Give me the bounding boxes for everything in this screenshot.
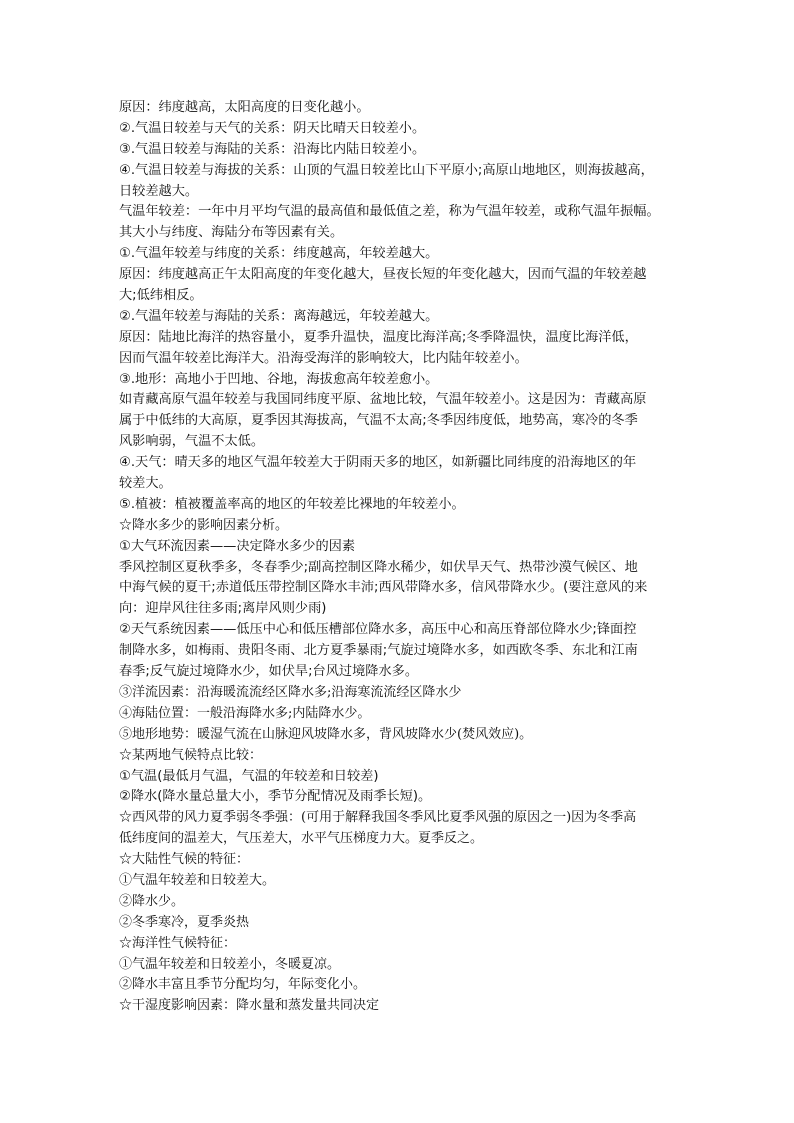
- text-line: ④海陆位置：一般沿海降水多;内陆降水少。: [119, 705, 371, 721]
- section-heading: ☆降水多少的影响因素分析。: [119, 517, 289, 533]
- text-line: 向：迎岸风往往多雨;离岸风则少雨): [119, 601, 327, 617]
- text-line: 低纬度间的温差大，气压差大，水平气压梯度力大。夏季反之。: [119, 831, 484, 847]
- text-line: 春季;反气旋过境降水少，如伏旱;台风过境降水多。: [119, 664, 419, 680]
- text-line: ①气温(最低月气温，气温的年较差和日较差): [119, 768, 379, 784]
- text-line: 季风控制区夏秋季多，冬春季少;副高控制区降水稀少，如伏旱天气、热带沙漠气候区、地: [119, 559, 638, 575]
- text-line: ②降水(降水量总量大小，季节分配情况及雨季长短)。: [119, 789, 432, 805]
- text-line: ⑤地形地势：暖湿气流在山脉迎风坡降水多，背风坡降水少(焚风效应)。: [119, 726, 533, 742]
- text-line: ①气温年较差和日较差小，冬暖夏凉。: [119, 956, 341, 972]
- text-line: 原因：纬度越高正午太阳高度的年变化越大，昼夜长短的年变化越大，因而气温的年较差越: [119, 267, 647, 283]
- text-line: ②.气温日较差与天气的关系：阴天比晴天日较差小。: [119, 120, 426, 136]
- section-heading: ☆西风带的风力夏季弱冬季强：(可用于解释我国冬季风比夏季风强的原因之一)因为冬季高: [119, 810, 637, 826]
- text-line: ②降水少。: [119, 893, 185, 909]
- text-line: 属于中低纬的大高原，夏季因其海拔高，气温不太高;冬季因纬度低，地势高，寒冷的冬季: [119, 413, 638, 429]
- text-line: ④.天气：晴天多的地区气温年较差大于阴雨天多的地区，如新疆比同纬度的沿海地区的年: [119, 455, 637, 471]
- section-heading: ☆大陆性气候的特征：: [119, 852, 250, 868]
- text-line: 中海气候的夏干;赤道低压带控制区降水丰沛;西风带降水多，信风带降水少。(要注意风的来: [119, 580, 648, 596]
- document-body: [119, 98, 679, 1017]
- text-line: 较差大。: [119, 476, 172, 492]
- section-heading: ☆某两地气候特点比较：: [119, 747, 263, 763]
- text-line: ③.气温日较差与海陆的关系：沿海比内陆日较差小。: [119, 141, 426, 157]
- section-heading: ☆干湿度影响因素：降水量和蒸发量共同决定: [119, 998, 380, 1014]
- text-line: 原因：陆地比海洋的热容量小，夏季升温快，温度比海洋高;冬季降温快，温度比海洋低，: [119, 329, 638, 345]
- text-line: ②冬季寒冷，夏季炎热: [119, 914, 250, 930]
- text-line: ③.地形：高地小于凹地、谷地，海拔愈高年较差愈小。: [119, 371, 439, 387]
- text-line: 原因：纬度越高，太阳高度的日变化越小。: [119, 100, 370, 115]
- text-line: ①.气温年较差与纬度的关系：纬度越高，年较差越大。: [119, 246, 439, 262]
- text-line: ④.气温日较差与海拔的关系：山顶的气温日较差比山下平原小;高原山地地区，则海拔越高，: [119, 162, 654, 178]
- text-line: ①大气环流因素——决定降水多少的因素: [119, 538, 356, 554]
- text-line: ⑤.植被：植被覆盖率高的地区的年较差比裸地的年较差小。: [119, 496, 465, 512]
- text-line: 其大小与纬度、海陆分布等因素有关。: [119, 225, 344, 241]
- text-line: 大;低纬相反。: [119, 288, 203, 304]
- text-line: ③洋流因素：沿海暖流流经区降水多;沿海寒流流经区降水少: [119, 684, 462, 700]
- text-line: ①气温年较差和日较差大。: [119, 872, 276, 888]
- text-line: ②.气温年较差与海陆的关系：离海越远，年较差越大。: [119, 308, 439, 324]
- text-line: 风影响弱，气温不太低。: [119, 434, 265, 450]
- text-line: 制降水多，如梅雨、贵阳冬雨、北方夏季暴雨;气旋过境降水多，如西欧冬季、东北和江南: [119, 643, 638, 659]
- text-line: ②降水丰富且季节分配均匀，年际变化小。: [119, 977, 367, 993]
- text-line: ②天气系统因素——低压中心和低压槽部位降水多，高压中心和高压脊部位降水少;锋面控: [119, 622, 637, 638]
- text-line: 如青藏高原气温年较差与我国同纬度平原、盆地比较，气温年较差小。这是因为：青藏高原: [119, 392, 647, 408]
- text-line: 气温年较差：一年中月平均气温的最高值和最低值之差，称为气温年较差，或称气温年振幅。: [119, 204, 660, 220]
- text-line: 因而气温年较差比海洋大。沿海受海洋的影响较大，比内陆年较差小。: [119, 350, 528, 366]
- text-line: 日较差越大。: [119, 183, 199, 199]
- section-heading: ☆海洋性气候特征：: [119, 935, 237, 951]
